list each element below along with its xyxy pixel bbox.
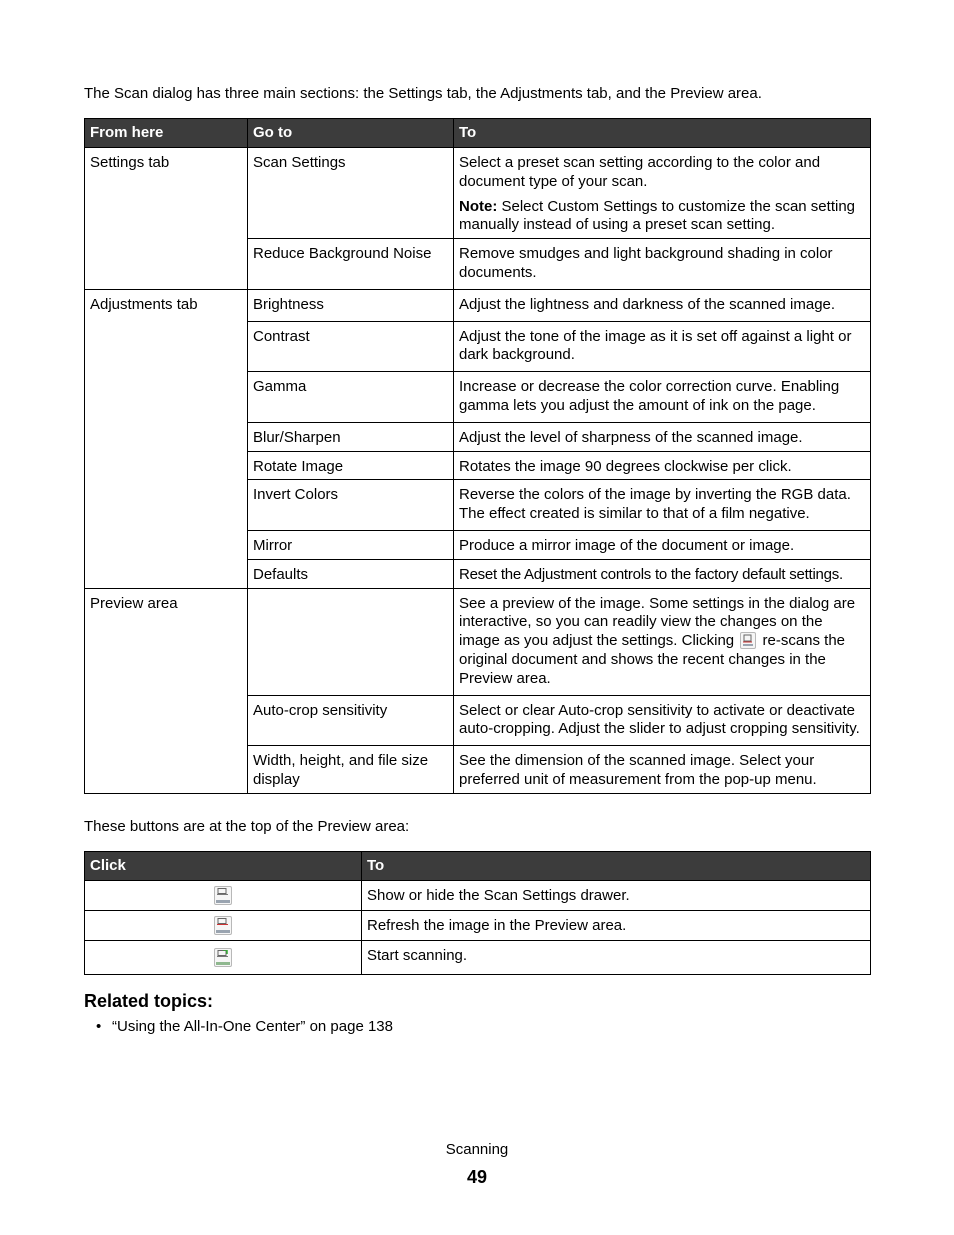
intro-paragraph: The Scan dialog has three main sections: the Settings tab, the Adjustments tab, and the Preview area. xyxy=(84,85,762,102)
to-blur-sharpen: Adjust the level of sharpness of the scanned image. xyxy=(454,422,871,451)
table-row xyxy=(85,941,871,975)
scan-settings-description: Select a preset scan setting according to the color and document type of your scan. xyxy=(459,154,821,190)
header-go-to: Go to xyxy=(248,119,454,148)
to-rotate-image: Rotates the image 90 degrees clockwise per click. xyxy=(454,451,871,480)
preview-text-before: See a preview of the image. Some settings in the dialog are interactive, so you can readily view the changes on the image as you adjust the settings. Clicking xyxy=(459,594,856,650)
footer-page-number: 49 xyxy=(466,1167,488,1187)
click-scan-settings xyxy=(85,881,362,911)
to-brightness: Adjust the lightness and darkness of the scanned image. xyxy=(454,289,871,321)
to-reduce-background-noise: Remove smudges and light background shading in color documents. xyxy=(454,239,871,290)
goto-reduce-background-noise: Reduce Background Noise xyxy=(248,239,454,290)
to-auto-crop-sensitivity: Select or clear Auto-crop sensitivity to activate or deactivate auto-cropping. Adjust the slider to adjust cropping sensitivity. xyxy=(454,695,871,746)
goto-rotate-image: Rotate Image xyxy=(248,451,454,480)
scan-settings-icon xyxy=(214,886,232,905)
goto-auto-crop-sensitivity: Auto-crop sensitivity xyxy=(248,695,454,746)
scan-icon xyxy=(214,948,232,967)
to-show-hide-drawer: Show or hide the Scan Settings drawer. xyxy=(362,881,871,911)
click-preview xyxy=(85,911,362,941)
footer-section-name: Scanning xyxy=(445,1141,509,1158)
table-row xyxy=(85,911,871,941)
to-refresh-preview: Refresh the image in the Preview area. xyxy=(362,911,871,941)
to-gamma: Increase or decrease the color correction curve. Enabling gamma lets you adjust the amount of ink on the page. xyxy=(454,372,871,423)
preview-buttons-table xyxy=(84,851,871,975)
goto-dimension-display: Width, height, and file size display xyxy=(248,746,454,794)
to-defaults: Reset the Adjustment controls to the factory default settings. xyxy=(454,559,871,588)
from-preview-area: Preview area xyxy=(85,588,248,793)
related-topic-link[interactable]: • “Using the All-In-One Center” on page 138 xyxy=(96,1018,393,1036)
to-invert-colors: Reverse the colors of the image by inverting the RGB data. The effect created is similar to that of a film negative. xyxy=(454,480,871,531)
to-mirror: Produce a mirror image of the document or image. xyxy=(454,530,871,559)
header-to: To xyxy=(362,852,871,881)
goto-contrast: Contrast xyxy=(248,321,454,372)
to-contrast: Adjust the tone of the image as it is set off against a light or dark background. xyxy=(454,321,871,372)
goto-brightness: Brightness xyxy=(248,289,454,321)
goto-blur-sharpen: Blur/Sharpen xyxy=(248,422,454,451)
from-adjustments-tab: Adjustments tab xyxy=(85,289,248,588)
note-text: Select Custom Settings to customize the scan setting manually instead of using a preset scan setting. xyxy=(459,197,855,234)
header-from-here: From here xyxy=(85,119,248,148)
goto-preview-empty xyxy=(248,588,454,695)
click-scan xyxy=(85,941,362,975)
scan-settings-note xyxy=(459,198,865,236)
table-header-row xyxy=(85,119,871,148)
scan-dialog-sections-table xyxy=(84,118,871,794)
table-row xyxy=(85,289,871,321)
table-row xyxy=(85,881,871,911)
related-topics-heading: Related topics: xyxy=(84,991,214,1011)
table-header-row xyxy=(85,852,871,881)
buttons-lead-paragraph: These buttons are at the top of the Preview area: xyxy=(84,818,410,835)
preview-text-after: re-scans the original document and shows the recent changes in the Preview area. xyxy=(459,632,846,687)
related-topics-list xyxy=(96,1018,393,1036)
note-label: Note: xyxy=(459,197,498,215)
from-settings-tab: Settings tab xyxy=(85,148,248,290)
table-row xyxy=(85,148,871,239)
to-preview xyxy=(454,588,871,695)
goto-scan-settings: Scan Settings xyxy=(248,148,454,239)
goto-defaults: Defaults xyxy=(248,559,454,588)
preview-icon xyxy=(214,916,232,935)
header-to: To xyxy=(454,119,871,148)
to-dimension-display: See the dimension of the scanned image. Select your preferred unit of measurement from the pop-up menu. xyxy=(454,746,871,794)
table-row xyxy=(85,588,871,695)
goto-gamma: Gamma xyxy=(248,372,454,423)
goto-invert-colors: Invert Colors xyxy=(248,480,454,531)
to-start-scanning: Start scanning. xyxy=(362,941,871,975)
preview-button-icon xyxy=(740,632,756,649)
to-scan-settings xyxy=(454,148,871,239)
header-click: Click xyxy=(85,852,362,881)
goto-mirror: Mirror xyxy=(248,530,454,559)
